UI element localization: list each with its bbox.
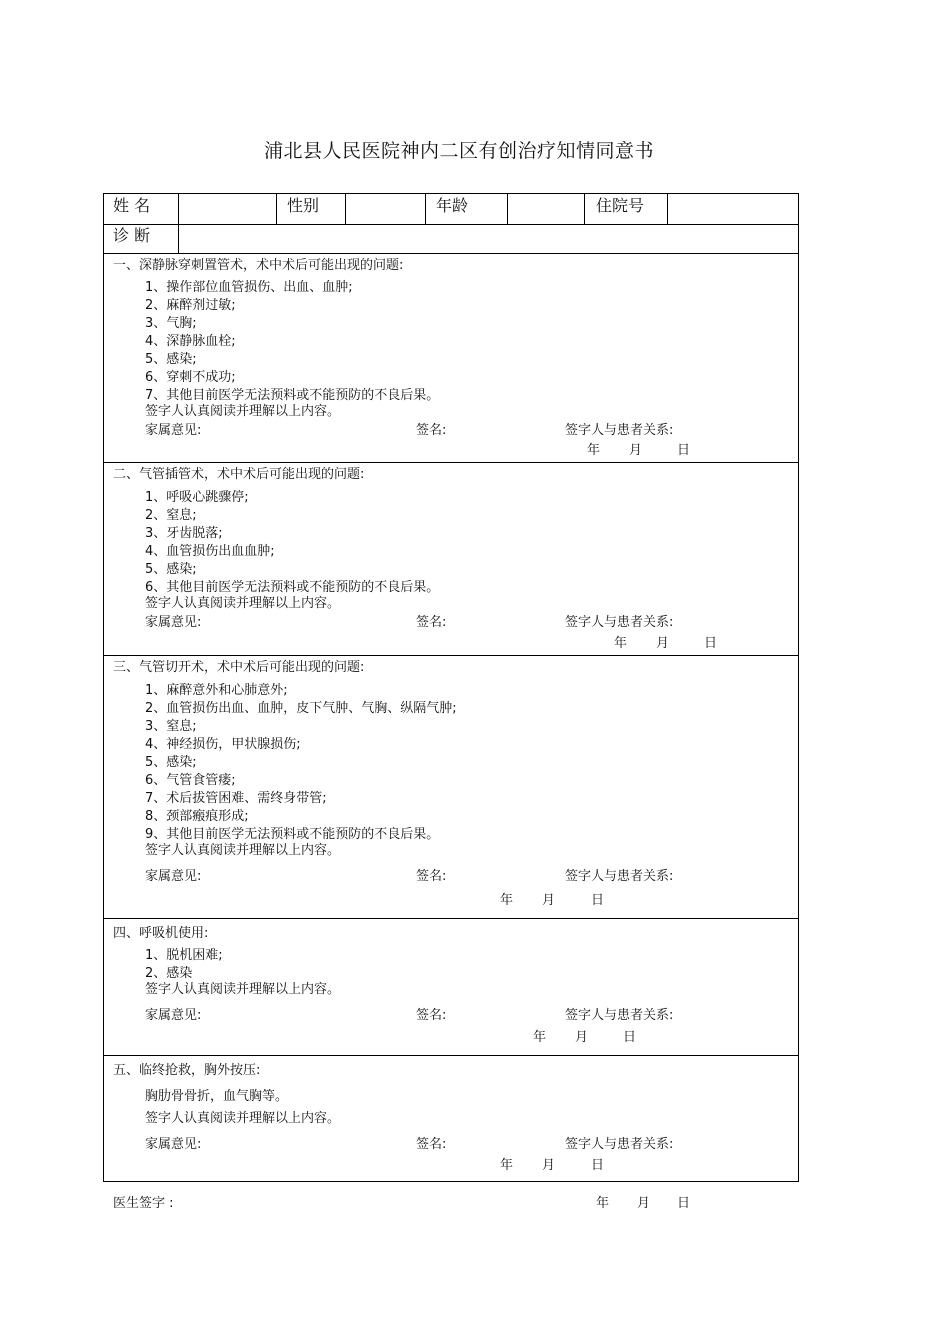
section-heading: 五、临终抢救，胸外按压:: [113, 1063, 261, 1078]
signature-label: 签名:: [416, 1137, 447, 1152]
section-tracheotomy: [104, 655, 798, 919]
admission-no-label: 住院号: [596, 196, 645, 215]
gender-field[interactable]: [346, 194, 424, 223]
family-opinion-label: 家属意见:: [145, 615, 202, 630]
relation-label: 签字人与患者关系:: [565, 423, 674, 438]
list-item: 9、其他目前医学无法预料或不能预防的不良后果。: [145, 827, 440, 842]
list-item: 2、麻醉剂过敏;: [145, 298, 236, 313]
family-opinion-label: 家属意见:: [145, 1137, 202, 1152]
signature-label: 签名:: [416, 615, 447, 630]
list-item: 7、其他目前医学无法预料或不能预防的不良后果。: [145, 388, 440, 403]
list-item: 1、呼吸心跳骤停;: [145, 490, 249, 505]
list-item: 6、其他目前医学无法预料或不能预防的不良后果。: [145, 580, 440, 595]
date-month: 月: [542, 1158, 556, 1173]
family-opinion-label: 家属意见:: [145, 1008, 202, 1023]
list-item: 3、窒息;: [145, 719, 197, 734]
divider: [276, 194, 277, 224]
relation-label: 签字人与患者关系:: [565, 869, 674, 884]
list-item: 2、窒息;: [145, 508, 197, 523]
date-month: 月: [575, 1030, 589, 1045]
relation-label: 签字人与患者关系:: [565, 615, 674, 630]
date-day: 日: [591, 893, 605, 908]
list-item: 2、感染: [145, 966, 193, 981]
name-label: 姓 名: [113, 196, 151, 215]
footer-date-month: 月: [637, 1196, 651, 1211]
list-item: 2、血管损伤出血、血肿，皮下气肿、气胸、纵隔气肿;: [145, 701, 457, 716]
divider: [425, 194, 426, 224]
relation-label: 签字人与患者关系:: [565, 1008, 674, 1023]
read-statement: 签字人认真阅读并理解以上内容。: [145, 1111, 341, 1126]
date-year: 年: [587, 443, 601, 458]
signature-label: 签名:: [416, 1008, 447, 1023]
list-item: 4、血管损伤出血血肿;: [145, 544, 275, 559]
date-month: 月: [656, 636, 670, 651]
diagnosis-row: [104, 224, 798, 254]
date-year: 年: [500, 893, 514, 908]
date-day: 日: [623, 1030, 637, 1045]
admission-no-field[interactable]: [668, 194, 798, 223]
list-item: 3、气胸;: [145, 316, 197, 331]
list-item: 5、感染;: [145, 755, 197, 770]
list-item: 6、气管食管瘘;: [145, 773, 236, 788]
doctor-signature-label: 医生签字 :: [113, 1196, 174, 1211]
list-item: 4、神经损伤，甲状腺损伤;: [145, 737, 301, 752]
age-field[interactable]: [508, 194, 583, 223]
footer-date-day: 日: [677, 1196, 691, 1211]
family-opinion-label: 家属意见:: [145, 869, 202, 884]
age-label: 年龄: [436, 196, 469, 215]
list-item: 7、术后拔管困难、需终身带管;: [145, 791, 327, 806]
date-month: 月: [629, 443, 643, 458]
diagnosis-field[interactable]: [179, 224, 798, 252]
read-statement: 签字人认真阅读并理解以上内容。: [145, 982, 341, 997]
list-item: 1、麻醉意外和心肺意外;: [145, 683, 288, 698]
list-item: 1、脱机困难;: [145, 948, 223, 963]
section-ventilator: [104, 918, 798, 1056]
section-heading: 四、呼吸机使用:: [113, 926, 209, 941]
read-statement: 签字人认真阅读并理解以上内容。: [145, 843, 341, 858]
signature-label: 签名:: [416, 423, 447, 438]
list-item: 5、感染;: [145, 562, 197, 577]
signature-label: 签名:: [416, 869, 447, 884]
page-title: 浦北县人民医院神内二区有创治疗知情同意书: [263, 140, 654, 162]
footer-date-year: 年: [596, 1196, 610, 1211]
section-heading: 三、气管切开术，术中术后可能出现的问题:: [113, 660, 365, 675]
list-item: 4、深静脉血栓;: [145, 334, 236, 349]
date-day: 日: [704, 636, 718, 651]
patient-info-row: [104, 194, 798, 225]
gender-label: 性别: [287, 196, 320, 215]
list-item: 8、颈部瘢痕形成;: [145, 809, 249, 824]
list-item: 1、操作部位血管损伤、出血、血肿;: [145, 280, 353, 295]
list-item: 5、感染;: [145, 352, 197, 367]
section-heading: 二、气管插管术，术中术后可能出现的问题:: [113, 467, 365, 482]
section-heading: 一、深静脉穿刺置管术，术中术后可能出现的问题:: [113, 258, 404, 273]
date-year: 年: [500, 1158, 514, 1173]
date-day: 日: [677, 443, 691, 458]
list-item: 6、穿刺不成功;: [145, 370, 236, 385]
date-year: 年: [614, 636, 628, 651]
consent-form-table: [103, 193, 799, 1182]
section-resuscitation: [104, 1055, 798, 1181]
divider: [584, 194, 585, 224]
relation-label: 签字人与患者关系:: [565, 1137, 674, 1152]
read-statement: 签字人认真阅读并理解以上内容。: [145, 596, 341, 611]
read-statement: 签字人认真阅读并理解以上内容。: [145, 404, 341, 419]
name-field[interactable]: [179, 194, 275, 223]
date-month: 月: [542, 893, 556, 908]
list-item: 胸肋骨骨折，血气胸等。: [145, 1089, 289, 1104]
section-tracheal-intubation: [104, 462, 798, 656]
date-day: 日: [591, 1158, 605, 1173]
list-item: 3、牙齿脱落;: [145, 526, 223, 541]
diagnosis-label: 诊 断: [113, 226, 151, 245]
family-opinion-label: 家属意见:: [145, 423, 202, 438]
date-year: 年: [533, 1030, 547, 1045]
section-deep-vein-catheter: [104, 253, 798, 463]
